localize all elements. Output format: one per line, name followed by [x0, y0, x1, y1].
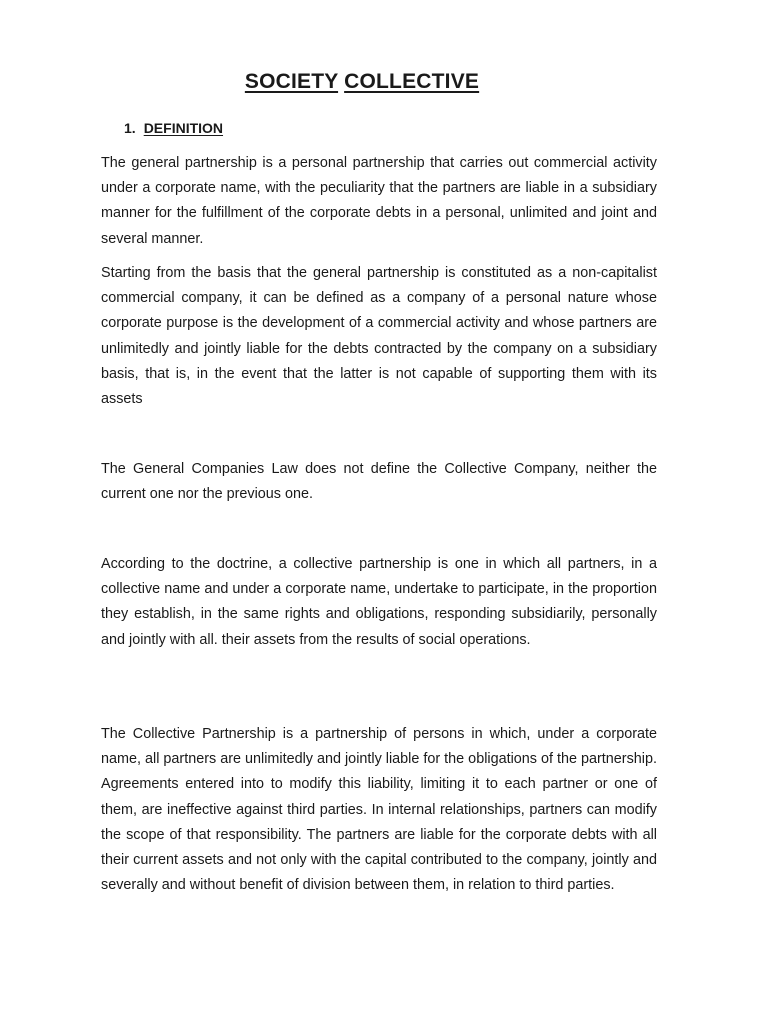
- paragraph-1: The general partnership is a personal partnership that carries out commercial activity under a corporate name, with the peculiarity that the partners are liable in a subsidiary manner for the fulfillment of the corporate debts in a personal, unlimited and joint and several manner.: [101, 155, 657, 247]
- page-title: [0, 70, 724, 94]
- title-word-collective: COLLECTIVE: [344, 70, 480, 93]
- paragraph-2: Starting from the basis that the general partnership is constituted as a non-capitalist commercial company, it can be defined as a company of a personal nature whose corporate purpose is the development of a commercial activity and whose partners are unlimitedly and jointly liable for the debts contracted by the company on a subsidiary basis, that is, in the event that the latter is not capable of supporting them with its assets: [101, 265, 657, 408]
- paragraph-3: The General Companies Law does not define the Collective Company, neither the current one nor the previous one.: [101, 461, 657, 503]
- section-heading: [124, 120, 223, 136]
- paragraph-4: According to the doctrine, a collective partnership is one in which all partners, in a collective name and under a corporate name, undertake to participate, in the proportion they establish, in the same rights and obligations, responding subsidiarily, personally and jointly with all. their assets from the results of social operations.: [101, 556, 657, 648]
- section-number: 1.: [124, 120, 136, 136]
- title-word-society: SOCIETY: [244, 70, 339, 93]
- section-heading-label: DEFINITION: [143, 120, 224, 136]
- paragraph-5: The Collective Partnership is a partnership of persons in which, under a corporate name, all partners are unlimitedly and jointly liable for the obligations of the partnership. Agreements entered into to modify this liability, limiting it to each partner or one of them, are ineffective against third parties. In internal relationships, partners can modify the scope of that responsibility. The partners are liable for the corporate debts with all their current assets and not only with the capital contributed to the company, jointly and severally and without benefit of division between them, in relation to third parties.: [101, 726, 657, 894]
